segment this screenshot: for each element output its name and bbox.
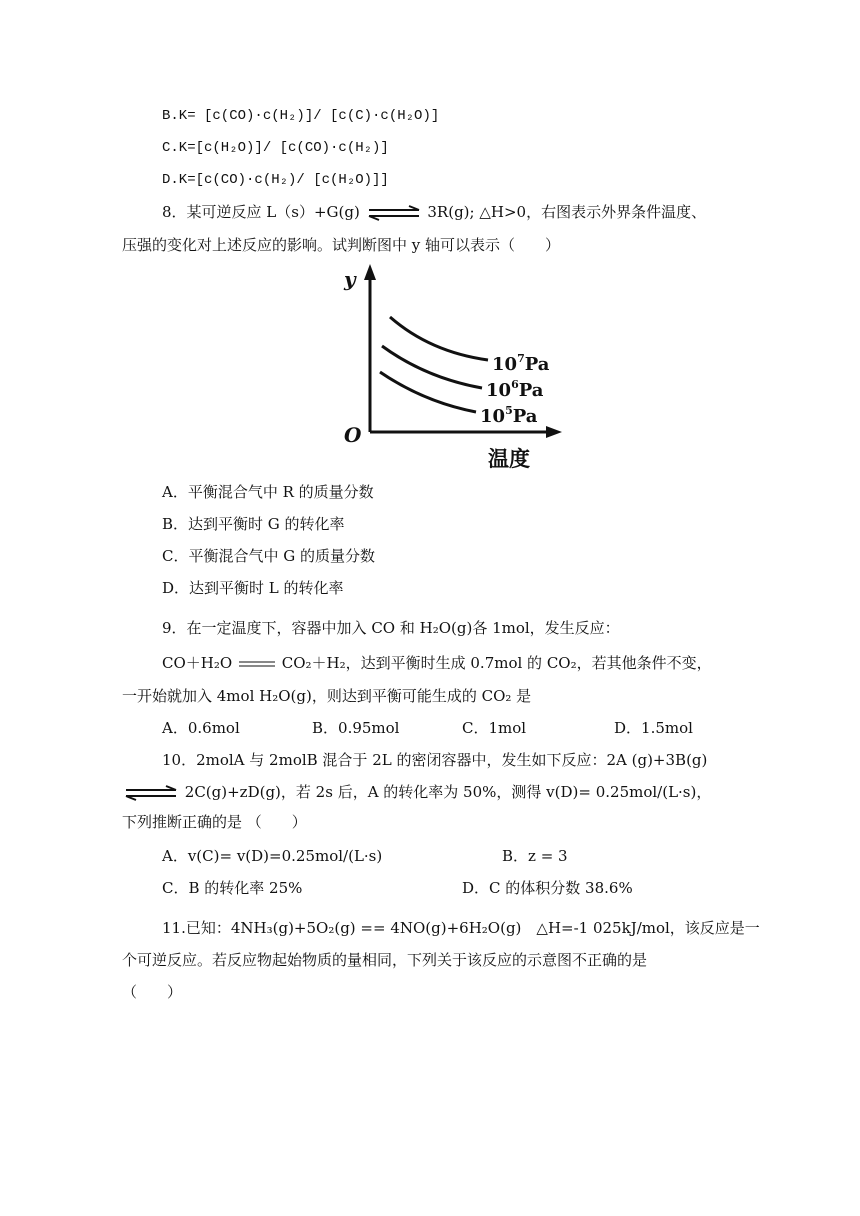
q8-option-b: B．达到平衡时 G 的转化率	[162, 515, 345, 533]
y-axis-arrow-icon	[364, 264, 376, 280]
q10-stem-line2-text: 2C(g)+zD(g)，若 2s 后，A 的转化率为 50%，测得 v(D)= 0.25mol/(L·s)，	[184, 783, 712, 801]
q7-option-d: D.K=[c(CO)·c(H₂)/ [c(H₂O)]]	[162, 172, 389, 188]
q9-eq-right: CO₂＋H₂，达到平衡时生成 0.7mol 的 CO₂，若其他条件不变，	[281, 654, 712, 672]
q10-stem-line3: 下列推断正确的是 （ ）	[122, 813, 307, 831]
q10-stem-line2	[122, 782, 711, 802]
q10-option-a: A．v(C)= v(D)=0.25mol/(L·s)	[162, 847, 383, 865]
reversible-arrow-icon	[122, 785, 180, 801]
q8-option-a: A．平衡混合气中 R 的质量分数	[162, 483, 374, 501]
q9-stem-line3: 一开始就加入 4mol H₂O(g)，则达到平衡可能生成的 CO₂ 是	[122, 687, 532, 705]
y-axis-label: y	[344, 267, 356, 291]
x-axis-label: 温度	[488, 446, 530, 471]
q9-option-a: A．0.6mol	[162, 719, 240, 737]
q10-option-b: B．z = 3	[502, 847, 568, 865]
q8-option-c: C．平衡混合气中 G 的质量分数	[162, 547, 375, 565]
q9-option-d: D．1.5mol	[614, 719, 693, 737]
q9-option-c: C．1mol	[462, 719, 527, 737]
x-axis-arrow-icon	[546, 426, 562, 438]
equilibrium-sign-icon	[237, 658, 277, 670]
q10-option-d: D．C 的体积分数 38.6%	[462, 879, 633, 897]
q11-stem-line2: 个可逆反应。若反应物起始物质的量相同，下列关于该反应的示意图不正确的是	[122, 951, 648, 969]
q9-option-b: B．0.95mol	[312, 719, 400, 737]
origin-label: O	[344, 423, 362, 447]
q8-option-d: D．达到平衡时 L 的转化率	[162, 579, 344, 597]
curve-label-2: $10^6Pa$	[486, 378, 544, 401]
q8-stem-part1: 8．某可逆反应 L（s）+G(g)	[162, 203, 360, 221]
q10-stem-line1: 10．2molA 与 2molB 混合于 2L 的密闭容器中，发生如下反应：2A (g)+3B(g)	[162, 751, 708, 769]
curve-high-pressure	[390, 317, 488, 360]
q8-stem-part2: 3R(g); △H>0，右图表示外界条件温度、	[427, 203, 707, 221]
q10-option-c: C．B 的转化率 25%	[162, 879, 303, 897]
curve-low-pressure	[380, 372, 476, 412]
q7-option-b: B.K= [c(CO)·c(H₂)]/ [c(C)·c(H₂O)]	[162, 108, 440, 124]
curve-label-3: $10^5Pa$	[480, 404, 538, 427]
q9-stem-line2	[162, 653, 712, 673]
q7-option-c: C.K=[c(H₂O)]/ [c(CO)·c(H₂)]	[162, 140, 389, 156]
reversible-arrow-icon	[365, 205, 423, 221]
q8-stem-line1	[162, 202, 706, 222]
q11-stem-line1: 11.已知：4NH₃(g)+5O₂(g) == 4NO(g)+6H₂O(g) △H=-1 025kJ/mol，该反应是一	[162, 919, 760, 937]
q9-stem-line1: 9．在一定温度下，容器中加入 CO 和 H₂O(g)各 1mol，发生反应：	[162, 619, 620, 637]
q8-stem-line2: 压强的变化对上述反应的影响。试判断图中 y 轴可以表示（ ）	[122, 236, 561, 254]
q11-stem-line3: （ ）	[122, 983, 183, 1001]
pressure-temperature-figure	[340, 262, 562, 474]
q9-eq-left: CO＋H₂O	[162, 654, 233, 672]
curve-label-1: $10^7Pa$	[492, 352, 550, 375]
